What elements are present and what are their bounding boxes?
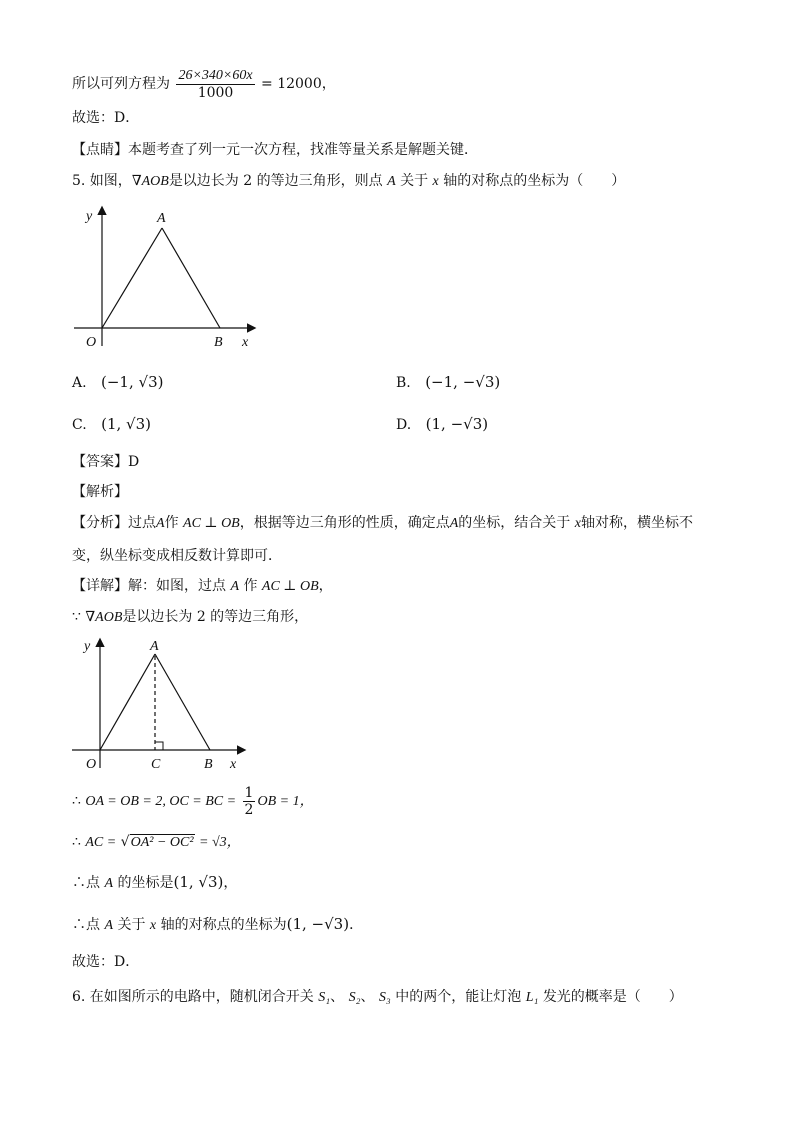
figure-2-triangle [66,634,256,774]
step2-b: = √3， [199,835,241,850]
label-x-2: x [230,757,237,772]
equation-rhs: = 12000， [261,76,336,92]
side-ab-2 [155,654,210,750]
q6-bulb-l1: L₁ [525,990,539,1005]
step3-value: (1, √3) [173,873,224,891]
label-o: O [86,335,97,350]
option-a[interactable] [72,372,163,393]
fraction-denominator: 1000 [197,84,234,101]
step3-point-a: A [104,876,114,891]
analysis-p1d: ，根据等边三角形的性质，确定点 [239,515,450,531]
label-b: B [214,335,223,350]
step2-radicand: OA² − OC² [130,835,194,850]
analysis-point-a-2: A [449,516,459,531]
q6-prefix: 6. 在如图所示的电路中，随机闭合开关 [72,989,314,1005]
label-a-2: A [150,639,159,654]
step4-end: ． [349,917,364,933]
step-3 [72,872,237,894]
q6-suffix: 发光的概率是（ ） [542,989,683,1005]
step4-symbol: ∴ [72,917,86,933]
equation-prefix: 所以可列方程为 [72,76,170,92]
option-b-letter: B. [396,375,411,391]
figure-1-triangle [66,200,266,352]
right-angle-mark [155,742,163,750]
question-5 [72,171,625,192]
choose-line-2: 故选：D． [72,954,140,970]
step2-symbol: ∴ [72,834,81,850]
label-y-2: y [84,639,91,654]
equation-line [72,66,336,102]
detail-line [72,576,333,597]
step2-a: AC = [85,835,117,850]
step4-value: (1, −√3) [286,915,350,933]
option-c-letter: C. [72,417,87,433]
because-line [72,607,308,628]
step3-b: 的坐标是 [117,875,174,891]
analysis-x: x [574,516,581,531]
step4-b: 关于 [117,917,146,933]
q5-x-axis: x [432,174,439,189]
option-a-letter: A. [72,375,87,391]
option-b[interactable] [396,372,500,393]
label-y: y [86,209,93,224]
detail-d: ， [318,578,333,594]
step-2: ∴ AC = √OA² − OC² = √3， [72,834,241,850]
detail-b: 作 [243,578,258,594]
q5-mid: 是以边长为 2 的等边三角形，则点 [168,173,383,189]
label-a: A [157,211,166,226]
label-x: x [242,335,249,350]
option-c[interactable] [72,414,151,435]
choose-line-1: 故选：D． [72,110,140,126]
step4-x: x [149,918,157,933]
analysis-perp: AC ⊥ OB [183,516,240,531]
detail-perp: AC ⊥ OB [261,579,319,594]
q5-suffix: 轴的对称点的坐标为（ ） [443,173,626,189]
label-c-2: C [151,757,161,772]
step3-end: ， [223,875,238,891]
q6-switch-3: S₃ [378,990,391,1005]
label-o-2: O [86,757,97,772]
side-ab [162,228,220,328]
because-text: 是以边长为 2 的等边三角形， [122,609,309,625]
half-numerator: 1 [244,784,254,801]
half-fraction [243,785,256,818]
detail-a: 【详解】解：如图，过点 [72,578,226,594]
half-denominator: 2 [244,801,254,818]
label-b-2: B [204,757,213,772]
step1-b: OB = 1， [257,794,314,809]
option-b-value: (−1, −√3) [425,373,501,391]
question-6 [72,987,683,1008]
q5-mid2: 关于 [400,173,429,189]
option-d-letter: D. [396,417,412,433]
step4-point-a: A [104,918,114,933]
analysis-p1b: 作 [164,515,179,531]
option-d[interactable] [396,414,488,435]
step1-symbol: ∴ [72,793,81,809]
step4-text: 点 [86,917,100,933]
analysis-point-a: A [156,516,165,531]
side-oa-2 [100,654,155,750]
key-point-note: 【点睛】本题考查了列一元一次方程，找准等量关系是解题关键． [72,142,478,158]
option-d-value: (1, −√3) [425,415,489,433]
analysis-title: 【解析】 [72,484,128,500]
analysis-p1a: 【分析】过点 [72,515,156,531]
q5-triangle: ∇AOB [131,174,169,189]
analysis-paragraph-1 [72,513,693,534]
because-triangle: ∇AOB [85,610,123,625]
q6-mid: 中的两个，能让灯泡 [395,989,522,1005]
side-oa [102,228,162,328]
analysis-p1f: 轴对称，横坐标不 [580,515,693,531]
option-c-value: (1, √3) [101,415,152,433]
equation-fraction [176,68,254,101]
step1-a: OA = OB = 2, OC = BC = [85,794,237,809]
step3-text: 点 [86,875,100,891]
step-1 [72,784,314,819]
q6-sep-1: 、 [330,989,345,1005]
step-4 [72,914,363,936]
answer-line: 【答案】D [72,454,140,470]
q6-switch-1: S₁ [318,990,331,1005]
analysis-paragraph-2: 变，纵坐标变成相反数计算即可． [72,548,282,564]
fraction-numerator: 26×340×60x [178,67,253,83]
q6-switch-2: S₂ [348,990,361,1005]
analysis-p1e: 的坐标，结合关于 [458,515,571,531]
q5-point-a: A [387,174,396,189]
step4-c: 轴的对称点的坐标为 [160,917,287,933]
q5-prefix: 5. 如图， [72,173,132,189]
option-a-value: (−1, √3) [101,373,164,391]
detail-point-a: A [230,579,240,594]
because-symbol: ∵ [72,609,81,625]
step3-symbol: ∴ [72,875,86,891]
q6-sep-2: 、 [360,989,375,1005]
